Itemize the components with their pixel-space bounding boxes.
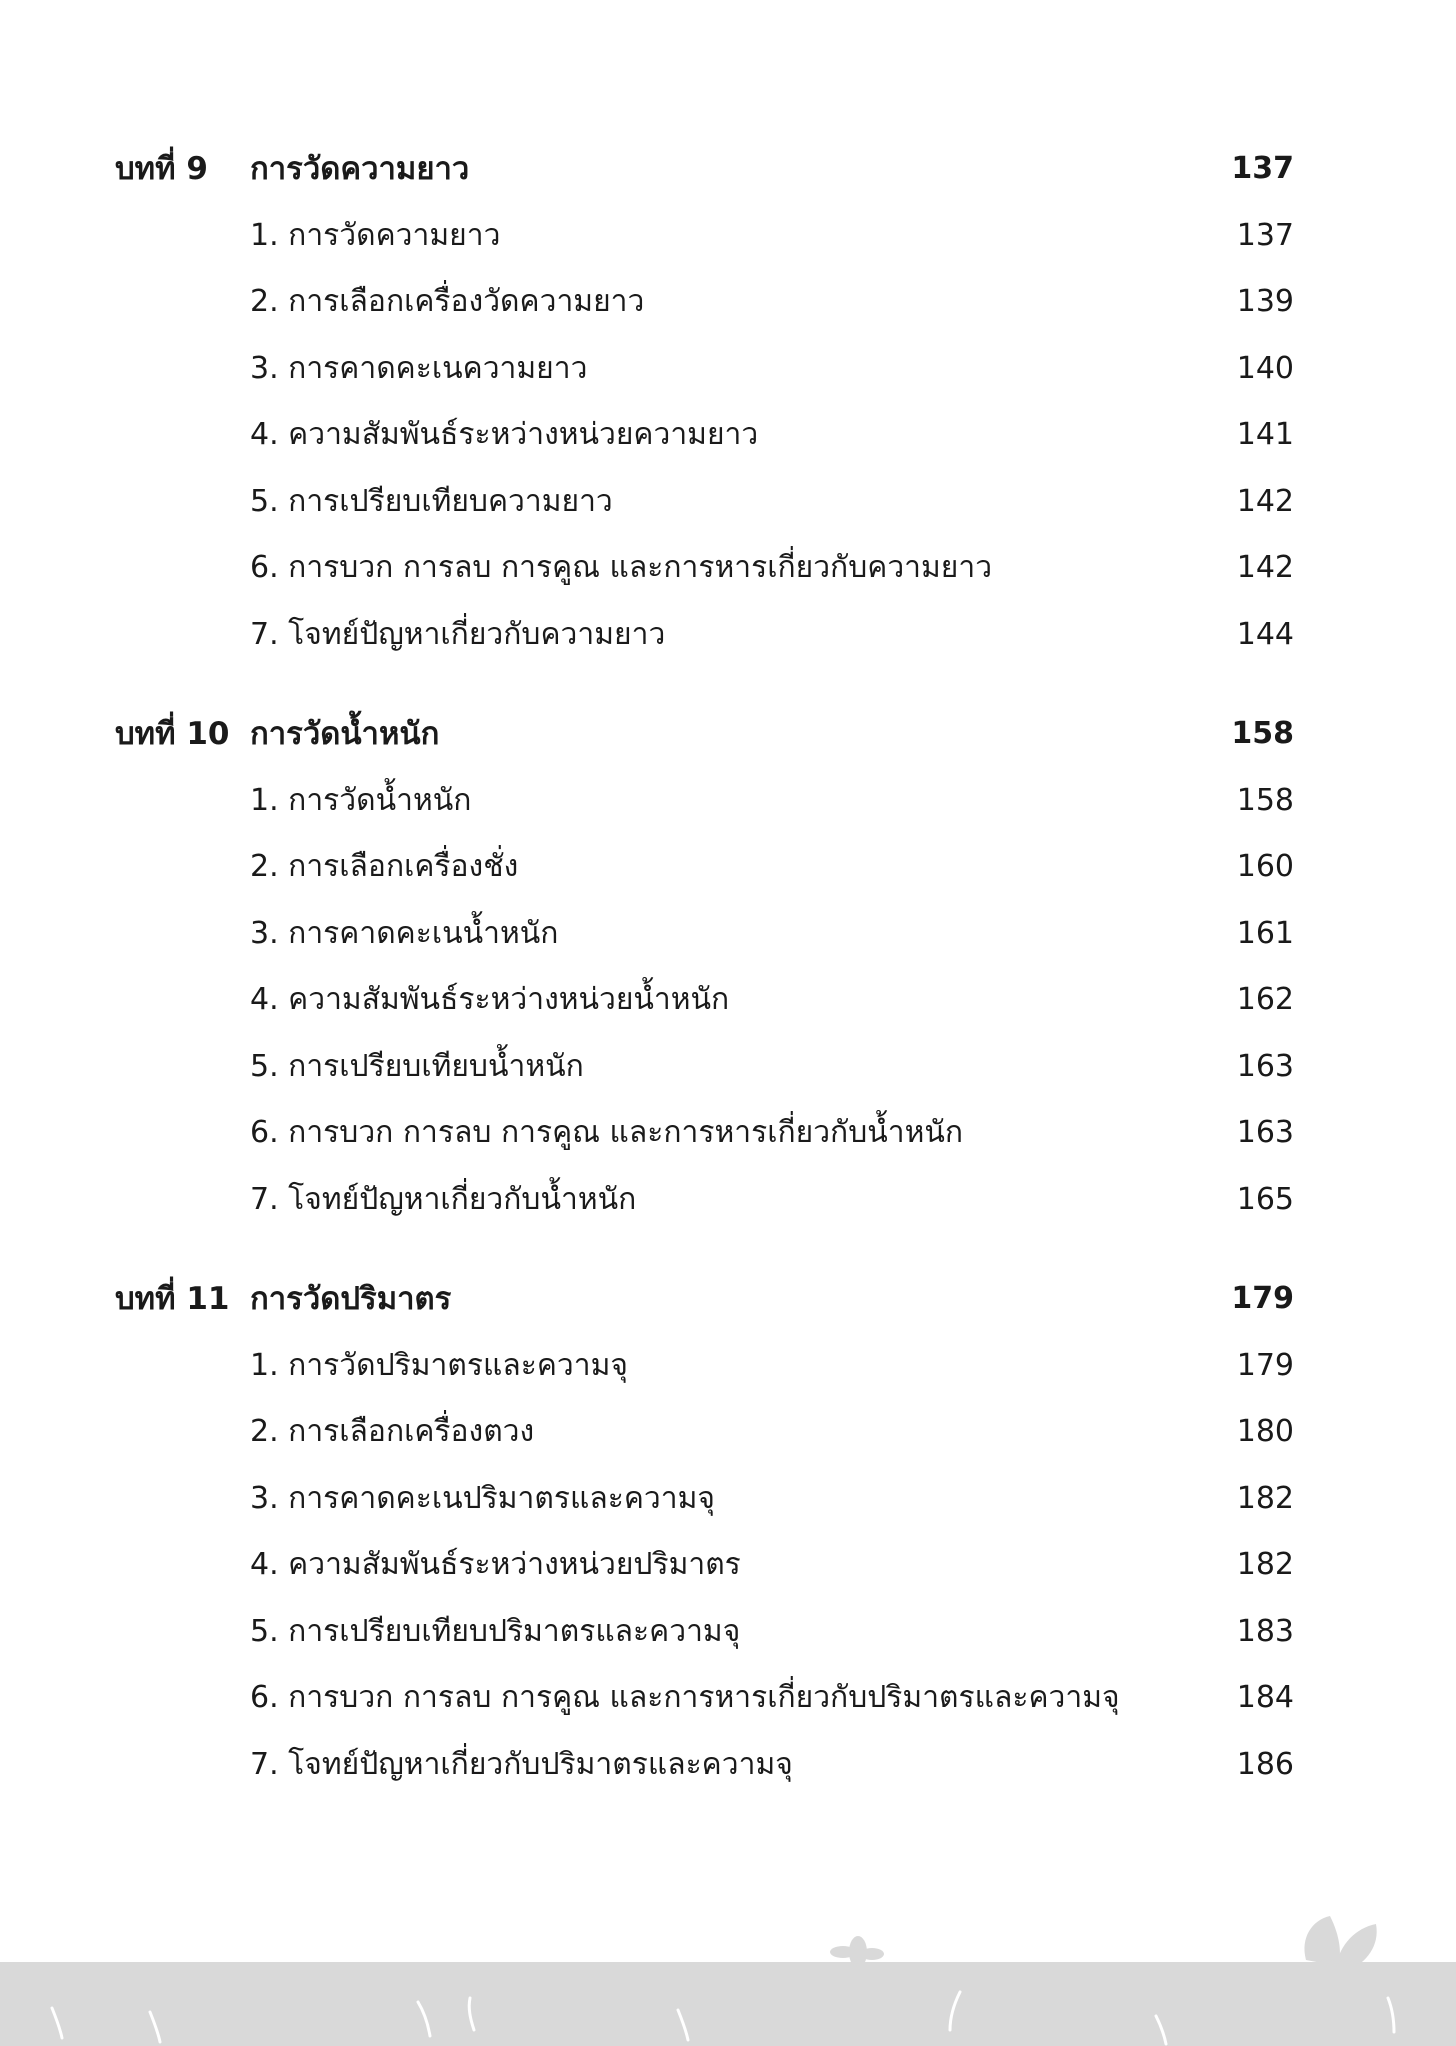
chapter-heading-row[interactable] [0, 136, 1456, 202]
toc-item[interactable] [0, 203, 1456, 269]
toc-item-page: 158 [1236, 783, 1294, 818]
leaf-icon [1304, 1916, 1376, 1970]
chapter-heading-row[interactable] [0, 701, 1456, 767]
toc-item-page: 160 [1236, 849, 1294, 884]
toc-item[interactable] [0, 1167, 1456, 1233]
toc-item-page: 165 [1236, 1182, 1294, 1217]
toc-item-title: 1. การวัดปริมาตรและความจุ [250, 1348, 628, 1383]
toc-item-title: 5. การเปรียบเทียบน้ำหนัก [250, 1049, 584, 1084]
toc-item[interactable] [0, 1732, 1456, 1798]
toc-item-page: 137 [1236, 218, 1294, 253]
toc-item[interactable] [0, 1034, 1456, 1100]
toc-item-page: 140 [1236, 351, 1294, 386]
chapter-page-number: 158 [1231, 716, 1294, 751]
toc-item[interactable] [0, 602, 1456, 668]
toc-item-title: 6. การบวก การลบ การคูณ และการหารเกี่ยวกับน้ำหนัก [250, 1115, 964, 1150]
toc-item[interactable] [0, 269, 1456, 335]
toc-item-page: 182 [1236, 1481, 1294, 1516]
toc-item-title: 3. การคาดคะเนน้ำหนัก [250, 916, 559, 951]
toc-item-title: 3. การคาดคะเนปริมาตรและความจุ [250, 1481, 715, 1516]
chapter-title: การวัดความยาว [250, 151, 470, 187]
toc-item[interactable] [0, 336, 1456, 402]
toc-item-page: 161 [1236, 916, 1294, 951]
toc-item-title: 5. การเปรียบเทียบความยาว [250, 484, 613, 519]
toc-item-page: 183 [1236, 1614, 1294, 1649]
toc-item[interactable] [0, 1100, 1456, 1166]
toc-item[interactable] [0, 402, 1456, 468]
toc-item-title: 7. โจทย์ปัญหาเกี่ยวกับความยาว [250, 617, 666, 652]
toc-item-page: 180 [1236, 1414, 1294, 1449]
toc-item-page: 142 [1236, 550, 1294, 585]
toc-item[interactable] [0, 1399, 1456, 1465]
chapter-page-number: 137 [1231, 151, 1294, 186]
toc-item[interactable] [0, 535, 1456, 601]
chapter-page-number: 179 [1231, 1281, 1294, 1316]
chapter-label: บทที่ 9 [115, 151, 208, 187]
toc-item[interactable] [0, 768, 1456, 834]
sprout-icon [830, 1936, 884, 1968]
toc-item-title: 6. การบวก การลบ การคูณ และการหารเกี่ยวกับความยาว [250, 550, 993, 585]
toc-item-page: 162 [1236, 982, 1294, 1017]
toc-item[interactable] [0, 1466, 1456, 1532]
toc-item[interactable] [0, 1599, 1456, 1665]
chapter-label: บทที่ 11 [115, 1281, 230, 1317]
toc-item-title: 2. การเลือกเครื่องชั่ง [250, 849, 519, 884]
toc-item-title: 7. โจทย์ปัญหาเกี่ยวกับปริมาตรและความจุ [250, 1747, 793, 1782]
chapter-title: การวัดปริมาตร [250, 1281, 452, 1317]
toc-item-page: 179 [1236, 1348, 1294, 1383]
toc-item[interactable] [0, 834, 1456, 900]
toc-item-title: 5. การเปรียบเทียบปริมาตรและความจุ [250, 1614, 741, 1649]
toc-item-page: 184 [1236, 1680, 1294, 1715]
toc-item-page: 182 [1236, 1547, 1294, 1582]
toc-item-page: 139 [1236, 284, 1294, 319]
chapter-title: การวัดน้ำหนัก [250, 716, 440, 752]
toc-item-page: 141 [1236, 417, 1294, 452]
toc-item-page: 144 [1236, 617, 1294, 652]
grass-strokes [52, 1992, 1394, 2044]
toc-item-title: 2. การเลือกเครื่องวัดความยาว [250, 284, 645, 319]
toc-item-title: 3. การคาดคะเนความยาว [250, 351, 588, 386]
toc-item-title: 4. ความสัมพันธ์ระหว่างหน่วยความยาว [250, 417, 759, 452]
toc-item-title: 7. โจทย์ปัญหาเกี่ยวกับน้ำหนัก [250, 1182, 637, 1217]
toc-item-title: 1. การวัดความยาว [250, 218, 501, 253]
toc-item[interactable] [0, 1665, 1456, 1731]
toc-item[interactable] [0, 1333, 1456, 1399]
toc-item-title: 1. การวัดน้ำหนัก [250, 783, 472, 818]
toc-item-title: 2. การเลือกเครื่องตวง [250, 1414, 535, 1449]
toc-item-title: 6. การบวก การลบ การคูณ และการหารเกี่ยวกับปริมาตรและความจุ [250, 1680, 1120, 1715]
toc-item[interactable] [0, 1532, 1456, 1598]
toc-item[interactable] [0, 967, 1456, 1033]
toc-item-title: 4. ความสัมพันธ์ระหว่างหน่วยปริมาตร [250, 1547, 741, 1582]
toc-item-page: 163 [1236, 1115, 1294, 1150]
toc-item[interactable] [0, 901, 1456, 967]
chapter-heading-row[interactable] [0, 1266, 1456, 1332]
toc-item[interactable] [0, 469, 1456, 535]
footer-decoration [0, 1880, 1456, 2046]
toc-item-page: 186 [1236, 1747, 1294, 1782]
toc-item-page: 163 [1236, 1049, 1294, 1084]
chapter-label: บทที่ 10 [115, 716, 230, 752]
toc-item-page: 142 [1236, 484, 1294, 519]
toc-item-title: 4. ความสัมพันธ์ระหว่างหน่วยน้ำหนัก [250, 982, 730, 1017]
